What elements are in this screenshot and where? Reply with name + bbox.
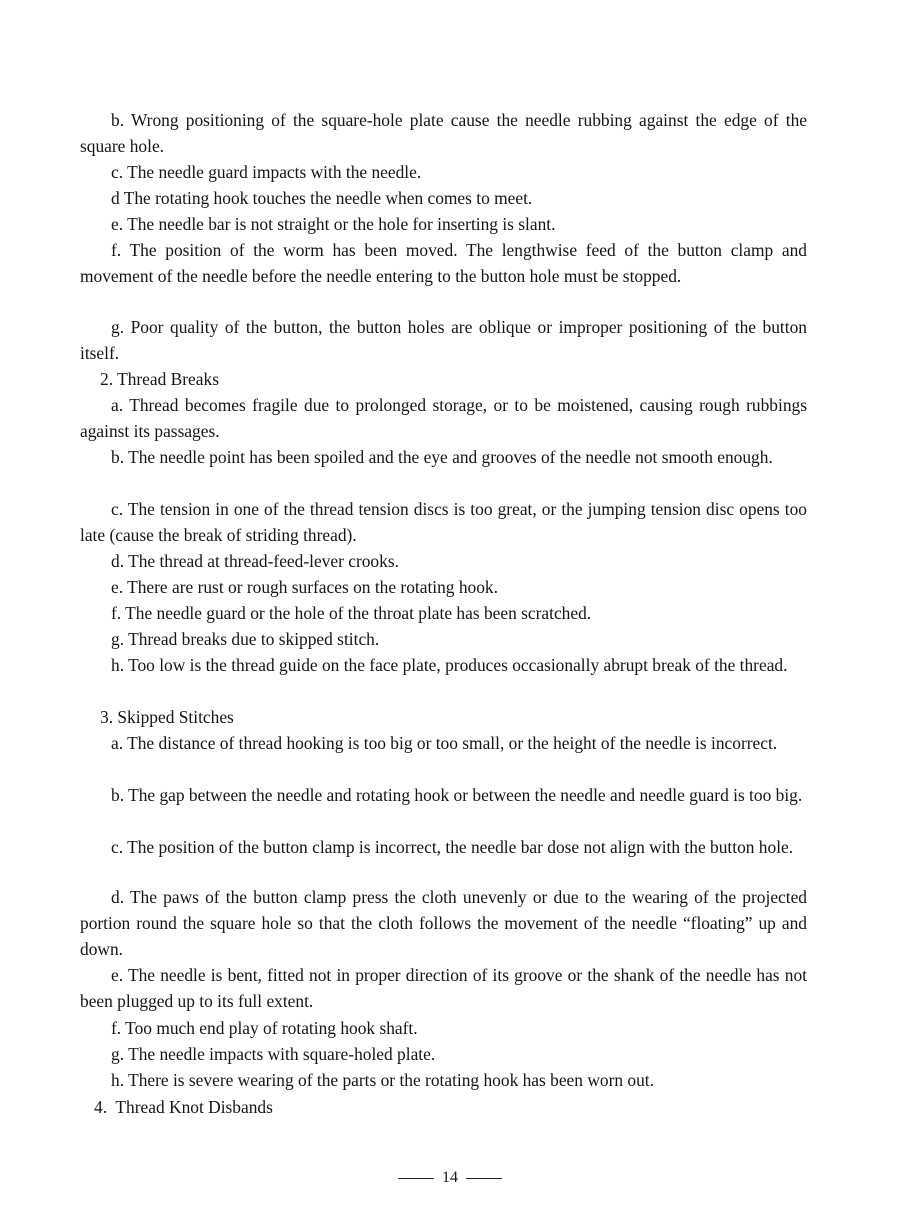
item-3g: g. The needle impacts with square-holed plate.	[111, 1044, 436, 1064]
page-footer	[0, 1168, 900, 1188]
heading-thread-breaks: 2. Thread Breaks	[100, 369, 219, 389]
item-3a: a. The distance of thread hooking is too big or too small, or the height of the needle is incorrect.	[111, 733, 778, 753]
item-1g: g. Poor quality of the button, the button holes are oblique or improper positioning of the button itself.	[80, 317, 807, 363]
item-2g: g. Thread breaks due to skipped stitch.	[111, 629, 380, 649]
item-2e: e. There are rust or rough surfaces on the rotating hook.	[111, 577, 498, 597]
heading-thread-knot-disbands: 4. Thread Knot Disbands	[94, 1097, 273, 1117]
item-2b: b. The needle point has been spoiled and the eye and grooves of the needle not smooth enough.	[111, 447, 773, 467]
item-3c: c. The position of the button clamp is incorrect, the needle bar dose not align with the button hole.	[111, 837, 794, 857]
item-1b: b. Wrong positioning of the square-hole plate cause the needle rubbing against the edge of the square hole.	[80, 110, 807, 156]
item-2a: a. Thread becomes fragile due to prolonged storage, or to be moistened, causing rough rubbings against its passages.	[80, 395, 807, 441]
page-number: 14	[442, 1169, 458, 1186]
item-3d: d. The paws of the button clamp press the cloth unevenly or due to the wearing of the projected portion round the square hole so that the cloth follows the movement of the needle “floating” up and down.	[80, 887, 807, 959]
item-1c: c. The needle guard impacts with the needle.	[111, 162, 422, 182]
item-2c: c. The tension in one of the thread tension discs is too great, or the jumping tension disc opens too late (cause the break of striding thread).	[80, 499, 807, 545]
item-3e: e. The needle is bent, fitted not in proper direction of its groove or the shank of the needle has not been plugged up to its full extent.	[80, 965, 807, 1011]
item-1d: d The rotating hook touches the needle when comes to meet.	[111, 188, 533, 208]
item-3h: h. There is severe wearing of the parts or the rotating hook has been worn out.	[111, 1070, 654, 1090]
heading-skipped-stitches: 3. Skipped Stitches	[100, 707, 234, 727]
item-2d: d. The thread at thread-feed-lever crooks.	[111, 551, 399, 571]
item-2f: f. The needle guard or the hole of the throat plate has been scratched.	[111, 603, 592, 623]
item-1f: f. The position of the worm has been moved. The lengthwise feed of the button clamp and movement of the needle before the needle entering to the button hole must be stopped.	[80, 240, 807, 286]
item-2h: h. Too low is the thread guide on the face plate, produces occasionally abrupt break of the thread.	[111, 655, 788, 675]
item-3f: f. Too much end play of rotating hook shaft.	[111, 1018, 418, 1038]
footer-dash-right	[466, 1178, 502, 1179]
item-1e: e. The needle bar is not straight or the hole for inserting is slant.	[111, 214, 556, 234]
item-3b: b. The gap between the needle and rotating hook or between the needle and needle guard is too big.	[111, 785, 803, 805]
footer-dash-left	[398, 1178, 434, 1179]
